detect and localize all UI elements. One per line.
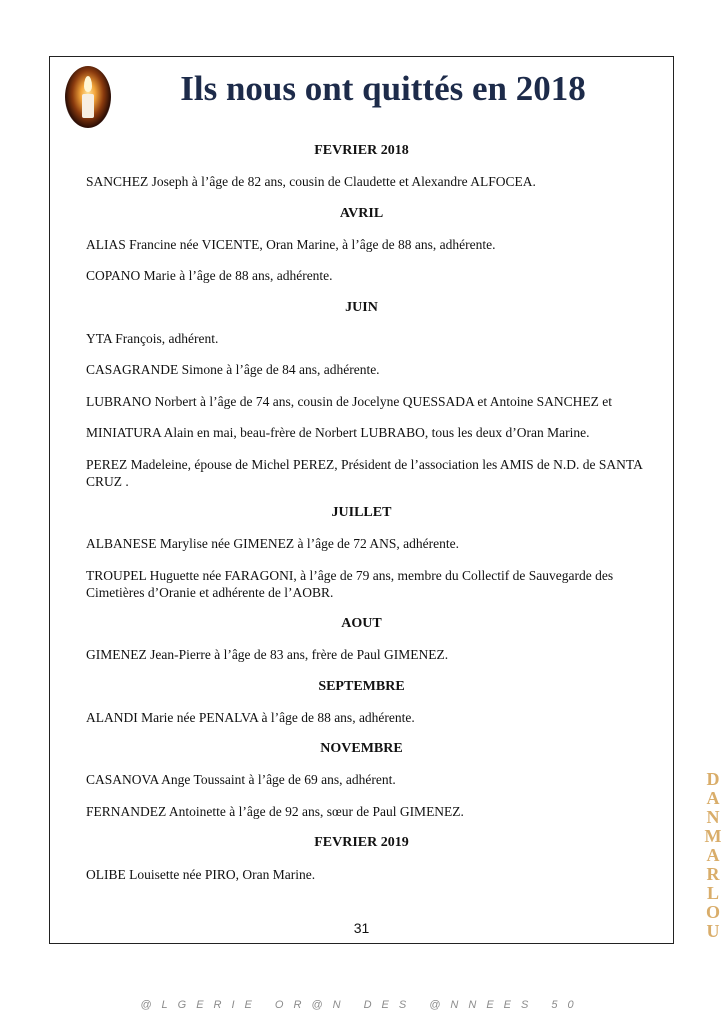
signature-letter: O (705, 902, 720, 922)
obituary-entry: ALBANESE Marylise née GIMENEZ à l’âge de 72 ANS, adhérente. (86, 536, 460, 551)
obituary-entry: COPANO Marie à l’âge de 88 ans, adhérente. (86, 268, 333, 283)
obituary-entry: CASANOVA Ange Toussaint à l’âge de 69 ans, adhérent. (86, 772, 396, 787)
page-number: 31 (353, 920, 370, 936)
signature-letter: R (706, 864, 720, 884)
obituary-entry: PEREZ Madeleine, épouse de Michel PEREZ, Président de l’association les AMIS de N.D. de SANTA CRUZ . (86, 457, 643, 489)
signature-letter: L (706, 883, 719, 903)
obituary-entry: TROUPEL Huguette née FARAGONI, à l’âge de 79 ans, membre du Collectif de Sauvegarde des Cimetières d’Oranie et adhérente de l’AOBR. (86, 568, 614, 600)
month-heading: SEPTEMBRE (318, 679, 405, 694)
month-heading: AVRIL (339, 206, 384, 221)
obituary-entry: CASAGRANDE Simone à l’âge de 84 ans, adhérente. (86, 362, 380, 377)
signature-letter: D (706, 769, 720, 789)
candle-icon (65, 66, 111, 128)
obituary-entry: FERNANDEZ Antoinette à l’âge de 92 ans, sœur de Paul GIMENEZ. (86, 804, 464, 819)
signature-letter: U (706, 921, 720, 941)
obituary-entry: SANCHEZ Joseph à l’âge de 82 ans, cousin de Claudette et Alexandre ALFOCEA. (86, 174, 536, 189)
month-heading: FEVRIER 2018 (314, 143, 409, 158)
signature-letter: A (706, 788, 720, 808)
obituary-entry: OLIBE Louisette née PIRO, Oran Marine. (86, 867, 316, 882)
obituary-entry: LUBRANO Norbert à l’âge de 74 ans, cousin de Jocelyne QUESSADA et Antoine SANCHEZ et (86, 394, 613, 409)
signature-letter: M (704, 826, 722, 846)
signature-letter: N (706, 807, 720, 827)
obituary-entry: ALIAS Francine née VICENTE, Oran Marine, à l’âge de 88 ans, adhérente. (86, 237, 496, 252)
obituary-entry: GIMENEZ Jean-Pierre à l’âge de 83 ans, frère de Paul GIMENEZ. (86, 647, 449, 662)
month-heading: AOUT (341, 616, 382, 631)
obituary-entry: MINIATURA Alain en mai, beau-frère de Norbert LUBRABO, tous les deux d’Oran Marine. (86, 425, 590, 440)
signature-letter: A (706, 845, 720, 865)
page-footer: @LGERIE OR@N DES @NNEES 50 (140, 999, 584, 1011)
side-signature (701, 770, 724, 941)
month-heading: FEVRIER 2019 (314, 835, 409, 850)
obituary-entry: YTA François, adhérent. (86, 331, 219, 346)
month-heading: JUILLET (331, 505, 392, 520)
page-title: Ils nous ont quittés en 2018 (180, 69, 586, 108)
obituary-entry: ALANDI Marie née PENALVA à l’âge de 88 ans, adhérente. (86, 710, 415, 725)
month-heading: JUIN (345, 300, 378, 315)
month-heading: NOVEMBRE (320, 741, 403, 756)
